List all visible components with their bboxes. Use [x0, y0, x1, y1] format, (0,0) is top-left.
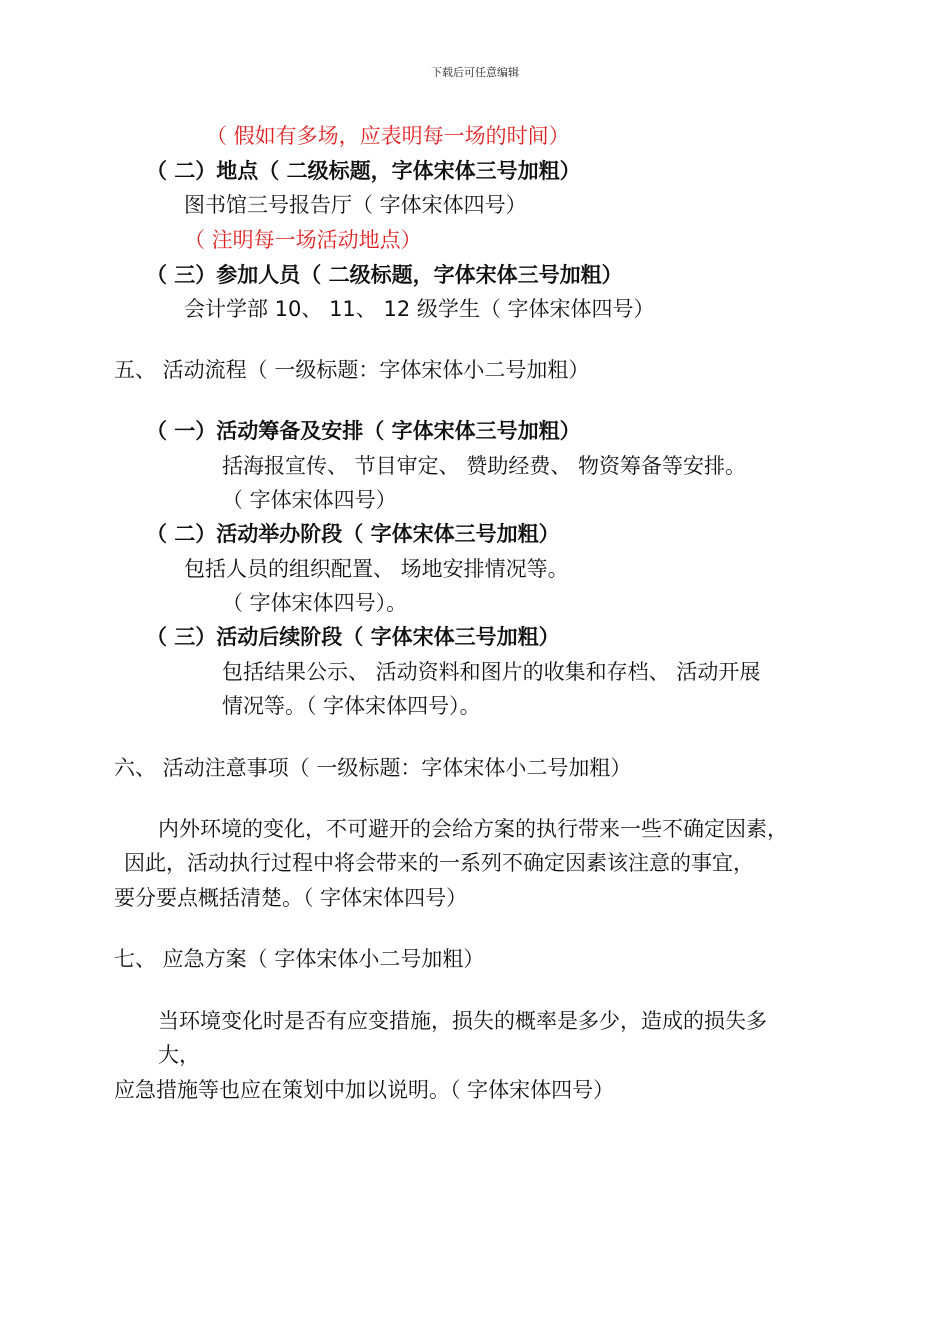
section-participants-heading: （ 三）参加人员（ 二级标题，字体宋体三号加粗） [146, 263, 623, 287]
prep-text: 括海报宣传、 节目审定、 赞助经费、 物资筹备等安排。 [222, 454, 747, 478]
prep-font-note: （ 字体宋体四号） [222, 488, 397, 512]
location-text: 图书馆三号报告厅（ 字体宋体四号） [184, 193, 527, 217]
section-seven-heading: 七、 应急方案（ 字体宋体小二号加粗） [114, 947, 485, 971]
time-note: （ 假如有多场，应表明每一场的时间） [206, 124, 570, 148]
location-note: （ 注明每一场活动地点） [184, 228, 422, 252]
notes-para-3: 要分要点概括清楚。（ 字体宋体四号） [114, 886, 468, 910]
emergency-para-1: 当环境变化时是否有应变措施，损失的概率是多少，造成的损失多 [158, 1009, 767, 1033]
emergency-para-3: 应急措施等也应在策划中加以说明。（ 字体宋体四号） [114, 1078, 615, 1102]
section-six-heading: 六、 活动注意事项（ 一级标题：字体宋体小二号加粗） [114, 756, 632, 780]
page-header: 下载后可任意编辑 [431, 66, 519, 79]
notes-para-1: 内外环境的变化，不可避开的会给方案的执行带来一些不确定因素， [158, 817, 788, 841]
follow-text-2: 情况等。（ 字体宋体四号）。 [222, 694, 481, 718]
emergency-para-2: 大， [158, 1043, 200, 1067]
participants-text: 会计学部 10、 11、 12 级学生（ 字体宋体四号） [184, 297, 655, 321]
section-five-heading: 五、 活动流程（ 一级标题：字体宋体小二号加粗） [114, 358, 590, 382]
follow-text-1: 包括结果公示、 活动资料和图片的收集和存档、 活动开展 [222, 660, 761, 684]
hold-font-note: （ 字体宋体四号）。 [222, 591, 408, 615]
sub-follow-heading: （ 三）活动后续阶段（ 字体宋体三号加粗） [146, 625, 560, 649]
hold-text: 包括人员的组织配置、 场地安排情况等。 [184, 557, 569, 581]
sub-prep-heading: （ 一）活动筹备及安排（ 字体宋体三号加粗） [146, 419, 581, 443]
section-location-heading: （ 二）地点（ 二级标题，字体宋体三号加粗） [146, 159, 581, 183]
notes-para-2: 因此，活动执行过程中将会带来的一系列不确定因素该注意的事宜， [124, 851, 754, 875]
sub-hold-heading: （ 二）活动举办阶段（ 字体宋体三号加粗） [146, 522, 560, 546]
